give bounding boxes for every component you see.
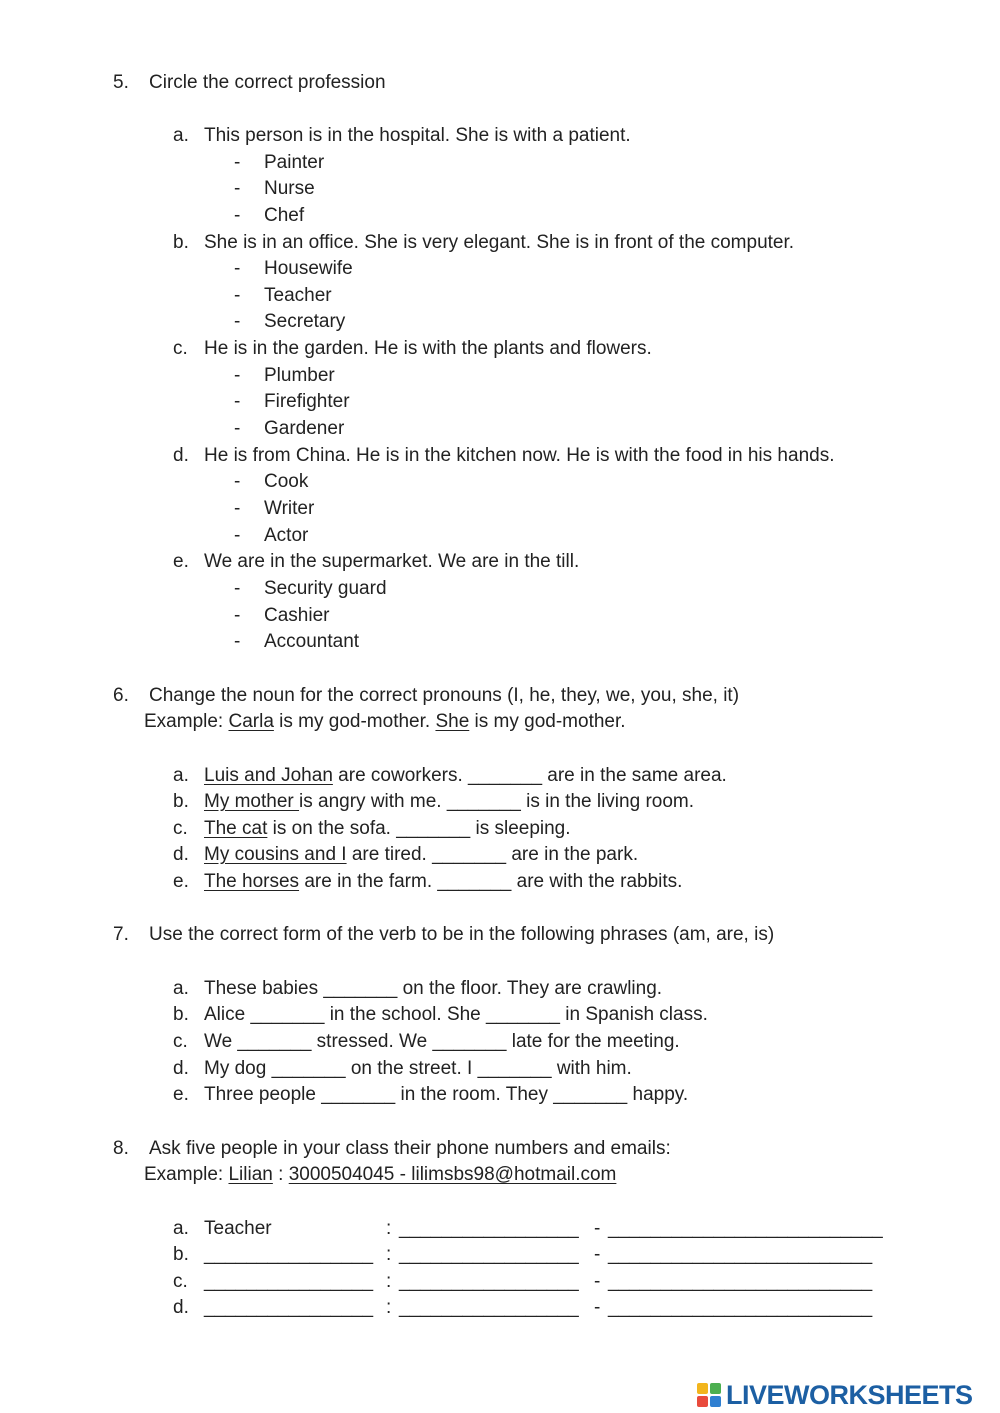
option-dash: - xyxy=(234,418,241,439)
item-letter: b. xyxy=(173,232,189,253)
item-letter: b. xyxy=(173,791,189,812)
option-dash: - xyxy=(234,178,241,199)
fill-blank-item[interactable]: Three people _______ in the room. They _______ happy. xyxy=(204,1084,689,1105)
row-letter: a. xyxy=(173,1218,189,1239)
option[interactable]: Nurse xyxy=(264,178,315,199)
example-label: Example: xyxy=(144,1164,229,1185)
item-letter: a. xyxy=(173,125,189,146)
email-blank[interactable]: __________________________ xyxy=(608,1218,883,1239)
question-title: Ask five people in your class their phone numbers and emails: xyxy=(149,1138,671,1159)
option[interactable]: Gardener xyxy=(264,418,345,439)
item-letter: d. xyxy=(173,445,189,466)
option[interactable]: Firefighter xyxy=(264,391,350,412)
example-noun: Carla xyxy=(228,711,274,732)
item-letter: a. xyxy=(173,978,189,999)
email-blank[interactable]: _________________________ xyxy=(608,1271,873,1292)
item-letter: d. xyxy=(173,844,189,865)
name-blank[interactable]: ________________ xyxy=(204,1271,374,1292)
phone-blank[interactable]: _________________ xyxy=(399,1271,579,1292)
option-dash: - xyxy=(234,205,241,226)
phone-blank[interactable]: _________________ xyxy=(399,1244,579,1265)
item-rest: are in the farm. _______ are with the rabbits. xyxy=(299,871,683,892)
item-rest: is on the sofa. _______ is sleeping. xyxy=(267,818,571,839)
row-dash: - xyxy=(594,1297,601,1318)
fill-blank-item[interactable] xyxy=(204,818,571,840)
fill-blank-item[interactable] xyxy=(204,871,682,893)
name-blank[interactable]: ________________ xyxy=(204,1297,374,1318)
item-noun: Luis and Johan xyxy=(204,765,333,786)
fill-blank-item[interactable] xyxy=(204,765,727,787)
fill-blank-item[interactable]: These babies _______ on the floor. They are crawling. xyxy=(204,978,663,999)
option[interactable]: Actor xyxy=(264,525,309,546)
option[interactable]: Plumber xyxy=(264,365,335,386)
option-dash: - xyxy=(234,498,241,519)
liveworksheets-logo xyxy=(696,1378,973,1412)
question-number: 5. xyxy=(113,72,129,93)
option-dash: - xyxy=(234,391,241,412)
row-colon: : xyxy=(386,1271,392,1292)
item-text: He is in the garden. He is with the plants and flowers. xyxy=(204,338,652,359)
liveworksheets-logo-icon xyxy=(696,1382,722,1408)
row-colon: : xyxy=(386,1244,392,1265)
item-rest: is angry with me. _______ is in the living room. xyxy=(299,791,695,812)
fill-blank-item[interactable]: Alice _______ in the school. She _______ in Spanish class. xyxy=(204,1004,708,1025)
option[interactable]: Writer xyxy=(264,498,315,519)
option-dash: - xyxy=(234,578,241,599)
example-sep: : xyxy=(272,1164,289,1185)
option-dash: - xyxy=(234,471,241,492)
item-letter: e. xyxy=(173,871,189,892)
fill-blank-item[interactable]: My dog _______ on the street. I _______ with him. xyxy=(204,1058,632,1079)
item-text: She is in an office. She is very elegant. She is in front of the computer. xyxy=(204,232,795,253)
option[interactable]: Cashier xyxy=(264,605,330,626)
example-end: is my god-mother. xyxy=(469,711,626,732)
option-dash: - xyxy=(234,631,241,652)
row-dash: - xyxy=(594,1271,601,1292)
question-title: Circle the correct profession xyxy=(149,72,386,93)
option-dash: - xyxy=(234,525,241,546)
example-line xyxy=(144,711,626,733)
phone-blank[interactable]: _________________ xyxy=(399,1218,579,1239)
row-colon: : xyxy=(386,1218,392,1239)
example-mid: is my god-mother. xyxy=(273,711,436,732)
item-noun: My mother xyxy=(204,791,300,812)
option[interactable]: Secretary xyxy=(264,311,346,332)
item-letter: e. xyxy=(173,1084,189,1105)
option-dash: - xyxy=(234,605,241,626)
email-blank[interactable]: _________________________ xyxy=(608,1297,873,1318)
option[interactable]: Painter xyxy=(264,152,325,173)
row-letter: d. xyxy=(173,1297,189,1318)
example-line xyxy=(144,1164,616,1186)
fill-blank-item[interactable] xyxy=(204,844,638,866)
item-text: He is from China. He is in the kitchen now. He is with the food in his hands. xyxy=(204,445,835,466)
example-contact: 3000504045 - lilimsbs98@hotmail.com xyxy=(288,1164,617,1185)
item-text: This person is in the hospital. She is with a patient. xyxy=(204,125,631,146)
option[interactable]: Accountant xyxy=(264,631,360,652)
email-blank[interactable]: _________________________ xyxy=(608,1244,873,1265)
item-rest: are tired. _______ are in the park. xyxy=(346,844,639,865)
question-number: 8. xyxy=(113,1138,129,1159)
option[interactable]: Housewife xyxy=(264,258,353,279)
item-noun: The cat xyxy=(204,818,268,839)
option[interactable]: Teacher xyxy=(264,285,332,306)
item-rest: are coworkers. _______ are in the same area. xyxy=(332,765,727,786)
example-name: Lilian xyxy=(228,1164,273,1185)
item-letter: e. xyxy=(173,551,189,572)
question-title: Use the correct form of the verb to be in the following phrases (am, are, is) xyxy=(149,924,775,945)
question-number: 6. xyxy=(113,685,129,706)
row-name: Teacher xyxy=(204,1218,272,1239)
option-dash: - xyxy=(234,311,241,332)
fill-blank-item[interactable] xyxy=(204,791,694,813)
row-dash: - xyxy=(594,1244,601,1265)
item-noun: The horses xyxy=(204,871,300,892)
row-letter: b. xyxy=(173,1244,189,1265)
question-number: 7. xyxy=(113,924,129,945)
option-dash: - xyxy=(234,258,241,279)
row-colon: : xyxy=(386,1297,392,1318)
option[interactable]: Security guard xyxy=(264,578,387,599)
option-dash: - xyxy=(234,152,241,173)
example-label: Example: xyxy=(144,711,229,732)
option-dash: - xyxy=(234,365,241,386)
item-letter: d. xyxy=(173,1058,189,1079)
item-text: We are in the supermarket. We are in the till. xyxy=(204,551,580,572)
row-letter: c. xyxy=(173,1271,188,1292)
item-letter: c. xyxy=(173,818,188,839)
brand-name: LIVEWORKSHEETS xyxy=(726,1379,973,1410)
fill-blank-item[interactable]: We _______ stressed. We _______ late for the meeting. xyxy=(204,1031,680,1052)
row-dash: - xyxy=(594,1218,601,1239)
option[interactable]: Chef xyxy=(264,205,305,226)
question-title: Change the noun for the correct pronouns (I, he, they, we, you, she, it) xyxy=(149,685,740,706)
item-letter: a. xyxy=(173,765,189,786)
option-dash: - xyxy=(234,285,241,306)
option[interactable]: Cook xyxy=(264,471,309,492)
phone-blank[interactable]: _________________ xyxy=(399,1297,579,1318)
example-pronoun: She xyxy=(435,711,470,732)
name-blank[interactable]: ________________ xyxy=(204,1244,374,1265)
item-noun: My cousins and I xyxy=(204,844,347,865)
item-letter: c. xyxy=(173,1031,188,1052)
item-letter: c. xyxy=(173,338,188,359)
item-letter: b. xyxy=(173,1004,189,1025)
